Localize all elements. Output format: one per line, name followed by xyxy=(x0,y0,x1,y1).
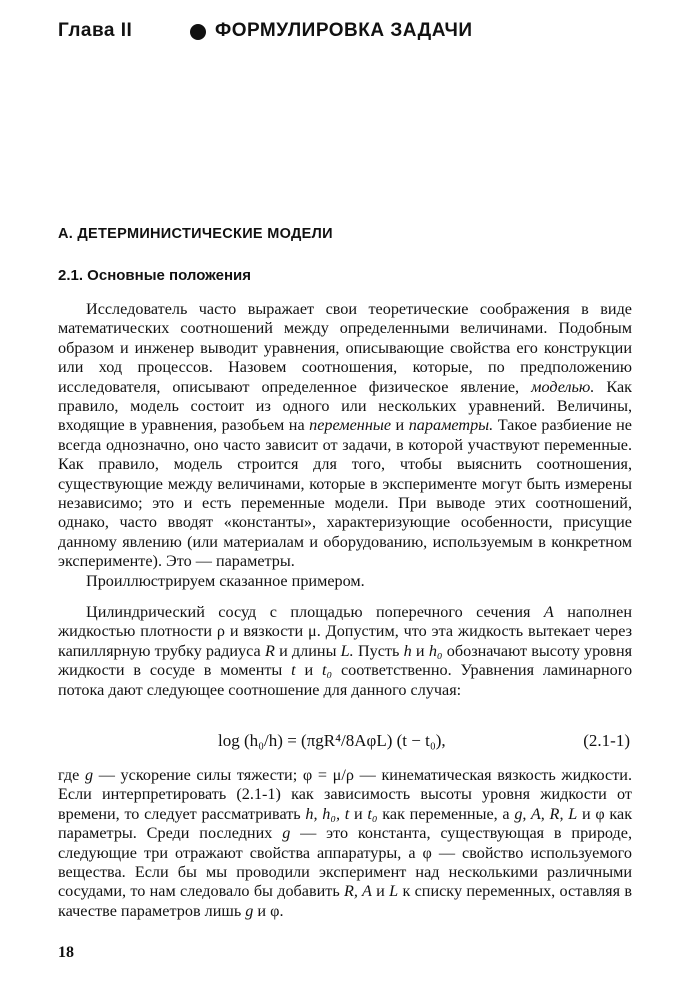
paragraph-equation-explanation: где g — ускорение силы тяжести; φ = μ/ρ — кинематическая вязкость жидкости. Если интерпретировать (2.1-1) как зависимость высоты уровня жидкости от времени, то следует рассматривать h, h₀, t и t₀ как переменные, а g, A, R, L и φ как параметры. Среди последних g — это константа, существующая в природе, следующие три отражают свойства аппаратуры, а φ — свойство используемого вещества. Если бы мы проводили эксперимент над несколькими различными сосудами, то нам следовало бы добавить R, A и L к списку переменных, оставляя в качестве параметров лишь g и φ. xyxy=(58,766,633,920)
chapter-label: Глава II xyxy=(58,20,133,41)
running-head xyxy=(58,20,638,50)
bullet-dot-icon xyxy=(190,24,206,40)
body-paragraph-group-3 xyxy=(58,766,632,921)
paragraph-cylinder-example: Цилиндрический сосуд с площадью поперечного сечения A наполнен жидкостью плотности ρ и вязкости μ. Допустим, что эта жидкость вытекает через капиллярную трубку радиуса R и длины L. Пусть h и h₀ обозначают высоту уровня жидкости в сосуде в моменты t и t₀ соответственно. Уравнения ламинарного потока дают следующее соотношение для данного случая: xyxy=(58,603,633,699)
body-paragraph-group-1 xyxy=(58,300,632,591)
term-parameters: параметры. xyxy=(408,416,494,435)
term-model: моделью. xyxy=(531,377,595,396)
subsection-heading: 2.1. Основные положения xyxy=(58,267,251,284)
term-variables: переменные xyxy=(309,416,392,435)
equation-2-1-1 xyxy=(58,731,632,755)
chapter-title: ФОРМУЛИРОВКА ЗАДАЧИ xyxy=(215,20,473,41)
equation-formula: log (h₀/h) = (πgR⁴/8AφL) (t − t₀), xyxy=(218,731,446,750)
paragraph-models: Исследователь часто выражает свои теоретические соображения в виде математических соотношений между определенными величинами. Подобным образом и инженер выводит уравнения, описывающие свойства его конструкции или ход процессов. Назовем соотношения, которые, по предположению исследователя, описывают определенное физическое явление, моделью. Как правило, модель состоит из одного или нескольких уравнений. Величины, входящие в уравнения, разобьем на переменные и параметры. Такое разбиение не всегда однозначно, оно часто зависит от задачи, в которой участвуют переменные. Как правило, модель строится для того, чтобы выяснить соотношения, существующие между величинами, которые в эксперименте могут быть измерены независимо; это и есть переменные модели. При выводе этих соотношений, однако, часто вводят «константы», характеризующие особенности, присущие данному явлению (или материалам и оборудованию, используемым в конкретном эксперименте). Это — параметры. xyxy=(58,300,633,571)
section-heading: А. ДЕТЕРМИНИСТИЧЕСКИЕ МОДЕЛИ xyxy=(58,226,333,242)
equation-number: (2.1-1) xyxy=(583,731,630,750)
body-paragraph-group-2 xyxy=(58,603,632,700)
paragraph-example-intro: Проиллюстрируем сказанное примером. xyxy=(86,571,365,590)
page-number: 18 xyxy=(58,944,74,961)
